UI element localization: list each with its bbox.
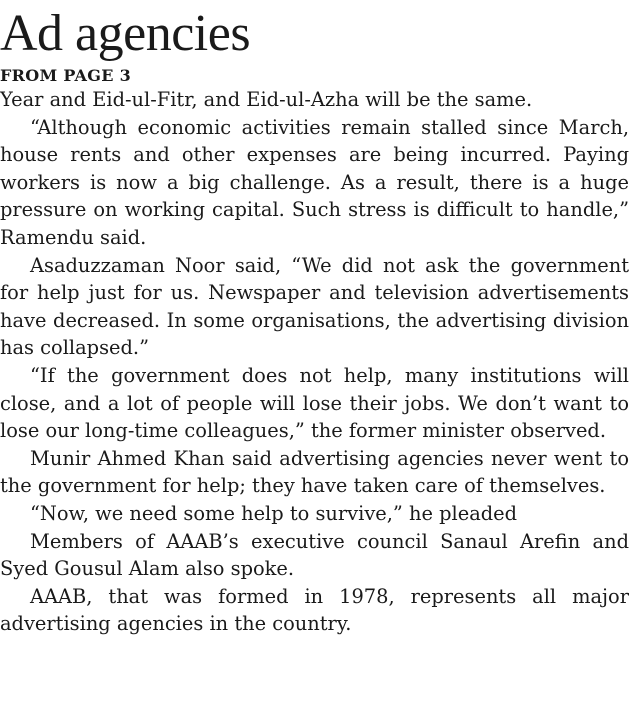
article-paragraph: Asaduzzaman Noor said, “We did not ask the government for help just for us. Newspaper and television advertisements have decreased. In some organisations, the advertising division has collapsed.”: [0, 253, 629, 360]
article-paragraph: Munir Ahmed Khan said advertising agencies never went to the government for help; they have taken care of themselves.: [0, 446, 629, 498]
article-body: [0, 86, 629, 638]
article-paragraph: Members of AAAB’s executive council Sanaul Arefin and Syed Gousul Alam also spoke.: [0, 529, 629, 581]
article-paragraph: AAAB, that was formed in 1978, represents all major advertising agencies in the country.: [0, 584, 629, 636]
article-paragraph: “If the government does not help, many institutions will close, and a lot of people will lose their jobs. We don’t want to lose our long-time colleagues,” the former minister observed.: [0, 363, 629, 443]
article-paragraph: “Now, we need some help to survive,” he pleaded: [30, 501, 518, 525]
continued-from-label: FROM PAGE 3: [0, 66, 132, 85]
article-headline: Ad agencies: [0, 5, 251, 62]
article-paragraph: Year and Eid-ul-Fitr, and Eid-ul-Azha will be the same.: [0, 88, 533, 111]
article-paragraph: “Although economic activities remain stalled since March, house rents and other expenses are being incurred. Paying workers is now a big challenge. As a result, there is a huge pressure on working capital. Such stress is difficult to handle,” Ramendu said.: [0, 115, 629, 249]
